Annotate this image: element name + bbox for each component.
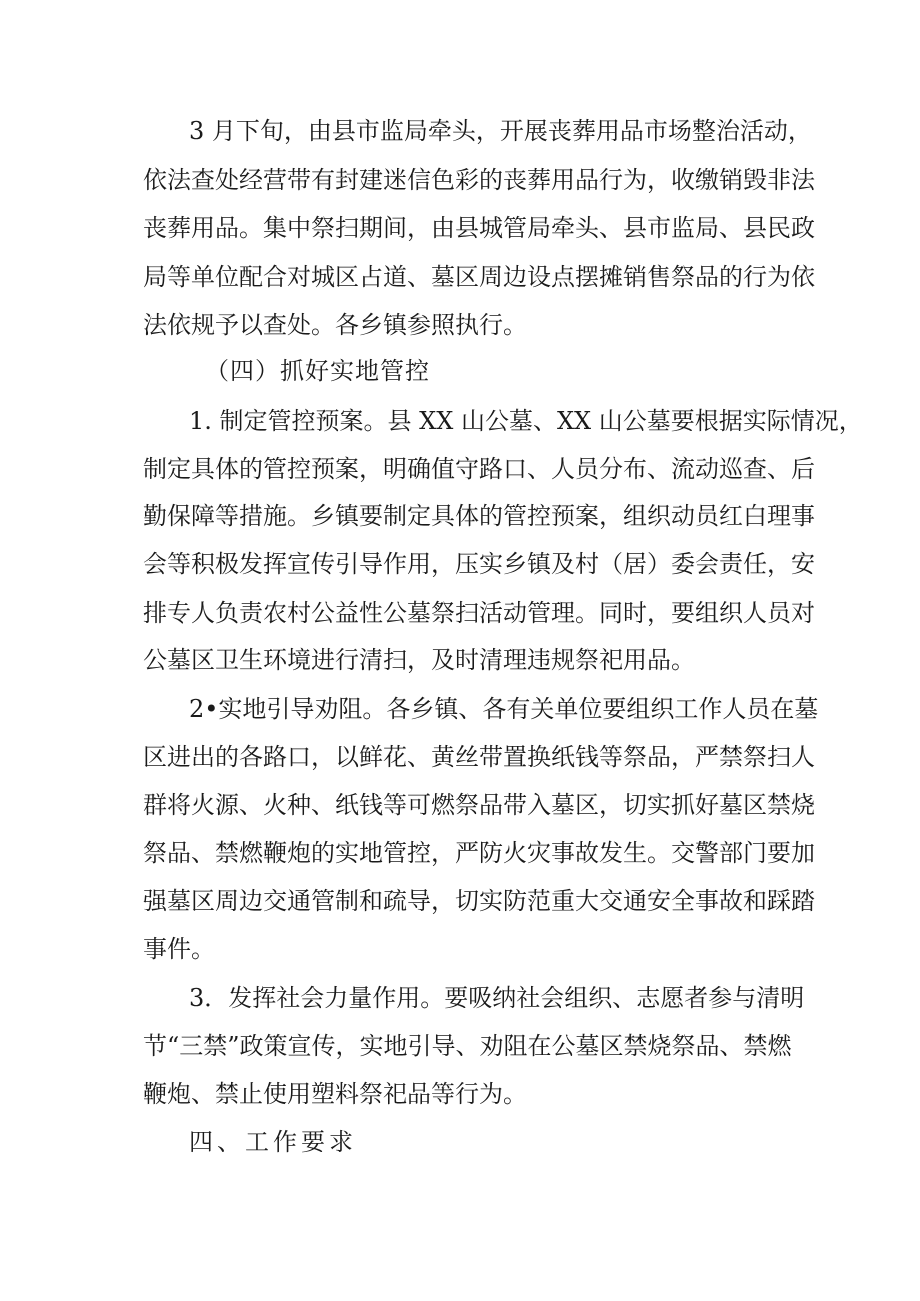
paragraph-1-line-4: 局等单位配合对城区占道、墓区周边设点摆摊销售祭品的行为依	[143, 263, 815, 291]
paragraph-1-line-2: 依法查处经营带有封建迷信色彩的丧葬用品行为，收缴销毁非法	[143, 166, 815, 194]
paragraph-4-line-2: 节“三禁”政策宣传，实地引导、劝阻在公墓区禁烧祭品、禁燃	[143, 1032, 792, 1060]
paragraph-1-line-5: 法依规予以查处。各乡镇参照执行。	[143, 311, 527, 339]
paragraph-2-line-6: 公墓区卫生环境进行清扫，及时清理违规祭祀用品。	[143, 646, 695, 674]
paragraph-2-line-1: 1. 制定管控预案。县 XX 山公墓、XX 山公墓要根据实际情况，	[189, 407, 863, 435]
paragraph-2-line-4: 会等积极发挥宣传引导作用，压实乡镇及村（居）委会责任，安	[143, 550, 815, 578]
paragraph-2-line-2: 制定具体的管控预案，明确值守路口、人员分布、流动巡查、后	[143, 455, 815, 483]
paragraph-3-line-5: 强墓区周边交通管制和疏导，切实防范重大交通安全事故和踩踏	[143, 887, 815, 915]
section-heading-4: 四、工作要求	[189, 1128, 357, 1156]
paragraph-3-line-1: 2•实地引导劝阻。各乡镇、各有关单位要组织工作人员在墓	[189, 695, 819, 723]
paragraph-3-line-3: 群将火源、火种、纸钱等可燃祭品带入墓区，切实抓好墓区禁烧	[143, 791, 815, 819]
paragraph-4-line-3: 鞭炮、禁止使用塑料祭祀品等行为。	[143, 1080, 527, 1108]
subheading-4: （四）抓好实地管控	[205, 357, 430, 385]
paragraph-3-line-4: 祭品、禁燃鞭炮的实地管控，严防火灾事故发生。交警部门要加	[143, 839, 815, 867]
paragraph-2-line-5: 排专人负责农村公益性公墓祭扫活动管理。同时，要组织人员对	[143, 599, 815, 627]
paragraph-3-line-2: 区进出的各路口，以鲜花、黄丝带置换纸钱等祭品，严禁祭扫人	[143, 743, 815, 771]
paragraph-2-line-3: 勤保障等措施。乡镇要制定具体的管控预案，组织动员红白理事	[143, 502, 815, 530]
paragraph-3-line-6: 事件。	[143, 935, 215, 963]
paragraph-1-line-1: 3 月下旬，由县市监局牵头，开展丧葬用品市场整治活动，	[189, 117, 812, 145]
paragraph-4-line-1: 3．发挥社会力量作用。要吸纳社会组织、志愿者参与清明	[189, 984, 805, 1012]
paragraph-1-line-3: 丧葬用品。集中祭扫期间，由县城管局牵头、县市监局、县民政	[143, 214, 815, 242]
